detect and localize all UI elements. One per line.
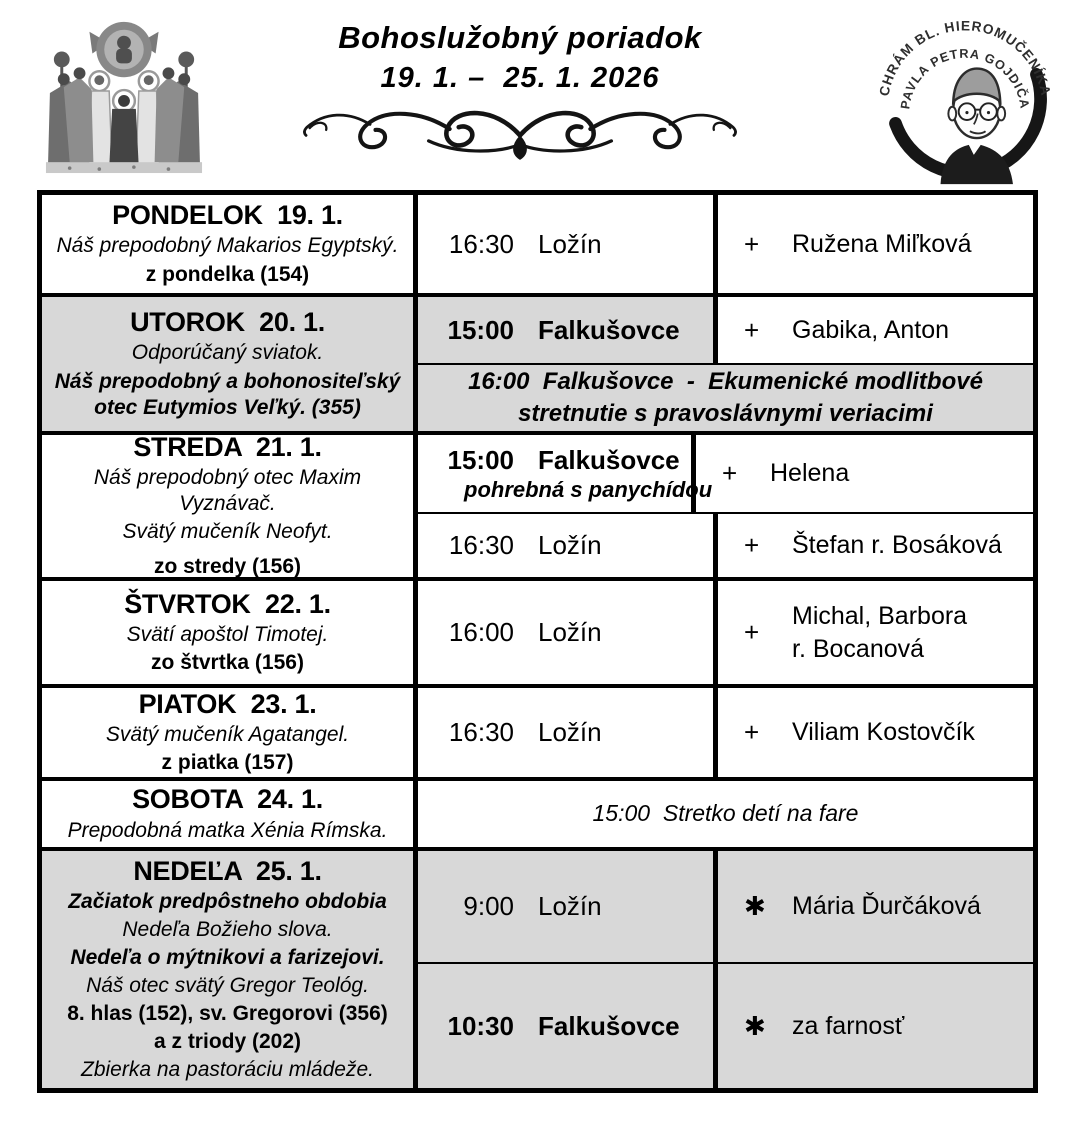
event-note-line: 15:00 Stretko detí na fare [592,800,859,827]
service-time: 16:30 [448,228,514,259]
stamp-arc-outer-text: CHRÁM BL. HIEROMUČENÍKA [876,18,1054,98]
intention-symbol: + [744,228,760,259]
feast-line: Svätí apoštol Timotej. [126,622,329,646]
service-time-place [418,435,713,512]
intention-symbol: + [744,314,760,345]
service-place: Ložín [538,717,602,747]
intention-name: Mária Ďurčáková [792,892,981,921]
ascension-icon [40,14,208,176]
event-note [418,363,1033,431]
event-note [418,781,1033,847]
service-time-place [418,514,718,577]
header [0,0,1074,190]
feast-line: Náš prepodobný otec Maxim Vyznávač. [93,465,362,515]
feast-line: Začiatok predpôstneho obdobia [68,889,387,913]
intention-symbol: ✱ [744,891,766,921]
day-cell [42,781,418,847]
flourish-divider [260,97,780,166]
feast-line: Odporúčaný sviatok. [131,341,324,365]
day-title: PONDELOK 19. 1. [112,200,343,231]
service-time: 16:30 [448,530,514,560]
schedule-table [37,190,1038,1093]
feast-line: Prepodobná matka Xénia Rímska. [67,818,388,842]
title-block [260,20,780,166]
day-title: SOBOTA 24. 1. [132,784,323,815]
service-intention [718,581,1033,684]
service-time-place [418,297,718,363]
feast-line: Svätý mučeník Neofyt. [122,520,333,544]
day-row-stvrtok [42,577,1033,684]
rubric-line: zo štvrtka (156) [151,651,304,675]
collection-line: Zbierka na pastoráciu mládeže. [81,1058,374,1082]
event-note-line: 16:00 Falkušovce - Ekumenické modlitbové [468,367,983,395]
service-place: Falkušovce [538,444,680,475]
day-cell [42,851,418,1088]
service-time-place [418,195,718,293]
intention-symbol: + [744,530,760,560]
service-place: Ložín [538,228,602,259]
intention-name: Štefan r. Bosáková [792,531,1002,560]
service-intention [718,297,1033,363]
day-title: UTOROK 20. 1. [130,307,325,338]
day-title: PIATOK 23. 1. [138,688,317,719]
event-note-line: stretnutie s pravoslávnymi veriacimi [518,400,933,427]
service-place: Ložín [538,617,602,647]
feast-line: Svätý mučeník Agatangel. [105,723,350,746]
intention-name: Gabika, Anton [792,315,950,344]
service-intention [718,964,1033,1088]
feast-line: Náš prepodobný Makarios Egyptský. [56,234,399,258]
service-intention [718,851,1033,962]
service-place: Ložín [538,530,602,560]
day-title: NEDEĽA 25. 1. [133,855,322,886]
stamp-portrait [941,69,1013,185]
feast-line: Náš otec svätý Gregor Teológ. [86,974,369,997]
day-cell [42,688,418,777]
day-row-sobota [42,777,1033,847]
feast-line: Nedeľa o mýtnikovi a farizejovi. [70,945,385,969]
intention-symbol: + [744,717,760,747]
intention-symbol: ✱ [744,1010,766,1041]
date-range: 19. 1. – 25. 1. 2026 [380,62,660,94]
service-time: 16:00 [448,617,514,647]
intention-name: Viliam Kostovčík [792,718,975,747]
day-row-piatok [42,684,1033,777]
day-title: ŠTVRTOK 22. 1. [124,588,331,619]
intention-name: Ružena Miľková [792,229,972,258]
service-place: Ložín [538,891,602,921]
service-time: 9:00 [463,891,514,921]
rubric-line: z pondelka (154) [145,262,310,286]
intention-name: Helena [770,459,850,488]
service-time: 15:00 [447,314,514,345]
service-time: 10:30 [447,1010,514,1041]
service-time-place [418,964,718,1088]
intention-name: r. Bocanová [792,634,925,663]
service-place: Falkušovce [538,314,680,345]
intention-name: za farnosť [792,1011,905,1040]
day-title: STREDA 21. 1. [133,431,322,462]
service-intention [696,435,1011,512]
day-cell [42,297,418,431]
day-row-streda [42,431,1033,577]
rubric-line: 8. hlas (152), sv. Gregorovi (356) [67,1002,388,1026]
page-title: Bohoslužobný poriadok [338,20,702,55]
stamp-arc-inner-text: PAVLA PETRA GOJDIČA [897,45,1033,111]
feast-line: Nedeľa Božieho slova. [122,917,333,941]
parish-stamp [872,0,1058,190]
day-cell [42,431,418,579]
service-time-place [418,851,718,962]
service-intention [718,688,1033,777]
rubric-line: z piatka (157) [161,751,294,775]
service-note: pohrebná s panychídou [464,476,713,502]
service-time-place [418,581,718,684]
intention-name: Michal, Barbora [792,602,968,630]
service-time: 16:30 [448,717,514,747]
intention-symbol: + [722,458,738,488]
feast-line: Náš prepodobný a bohonositeľský otec Eutymios Veľký. (355) [54,369,401,419]
rubric-line: zo stredy (156) [153,555,302,579]
service-place: Falkušovce [538,1010,680,1041]
intention-symbol: + [744,617,760,647]
service-intention [718,514,1033,577]
day-row-nedela [42,847,1033,1088]
day-cell [42,581,418,684]
rubric-line: a z triody (202) [153,1030,302,1054]
service-intention [718,195,1033,293]
day-cell [42,195,418,293]
service-time-place [418,688,718,777]
day-row-utorok [42,293,1033,431]
day-row-pondelok [42,195,1033,293]
service-time: 15:00 [447,444,514,475]
